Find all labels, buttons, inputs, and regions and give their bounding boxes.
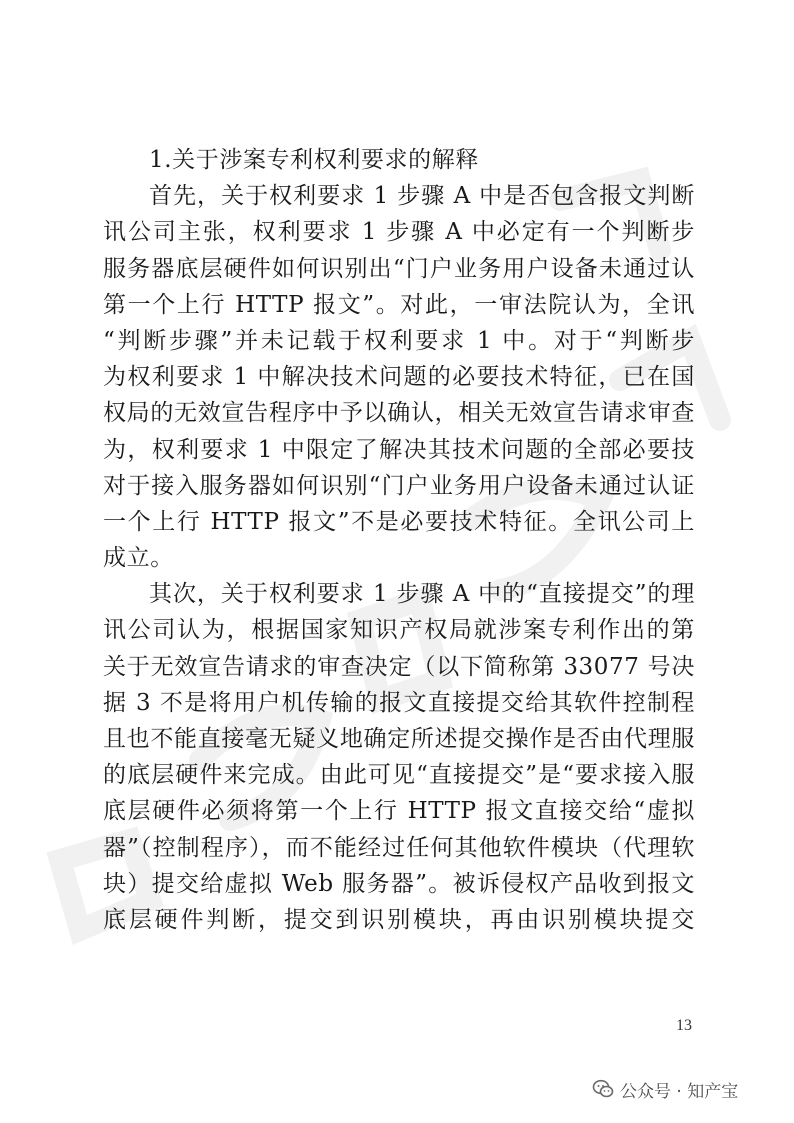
paragraph-line: 其次，关于权利要求 1 步骤 A 中的“直接提交”的理 (149, 581, 695, 608)
paragraph-line: 第一个上行 HTTP 报文”。对此，一审法院认为，全讯 (103, 291, 695, 318)
paragraph-line: 讯公司认为，根据国家知识产权局就涉案专利作出的第 (103, 617, 695, 644)
document-body (103, 142, 695, 938)
paragraph-line: 器”（控制程序），而不能经过任何其他软件模块（代理软 (103, 834, 695, 861)
section-heading: 1.关于涉案专利权利要求的解释 (149, 147, 479, 173)
paragraph-line: 据 3 不是将用户机传输的报文直接提交给其软件控制程 (103, 689, 695, 716)
paragraph-line: 为，权利要求 1 中限定了解决其技术问题的全部必要技 (103, 436, 695, 463)
paragraph-line: 的底层硬件来完成。由此可见“直接提交”是“要求接入服 (103, 762, 695, 789)
footer-brand-label: 公众号 · 知产宝 (620, 1081, 739, 1102)
paragraph-line: 为权利要求 1 中解决技术问题的必要技术特征，已在国 (103, 364, 695, 391)
footer-brand (592, 1076, 738, 1102)
paragraph-line: 服务器底层硬件如何识别出“门户业务用户设备未通过认 (103, 255, 695, 282)
paragraph-line: 对于接入服务器如何识别“门户业务用户设备未通过认证 (103, 472, 695, 499)
paragraph-line: 底层硬件判断，提交到识别模块，再由识别模块提交 (103, 906, 695, 933)
paragraph-line: “判断步骤”并未记载于权利要求 1 中。对于“判断步 (103, 327, 695, 354)
paragraph-line: 关于无效宣告请求的审查决定（以下简称第 33077 号决 (103, 653, 695, 680)
paragraph-line: 首先，关于权利要求 1 步骤 A 中是否包含报文判断 (149, 183, 695, 210)
paragraph-line: 讯公司主张，权利要求 1 步骤 A 中必定有一个判断步 (103, 219, 695, 246)
paragraph-line: 成立。 (103, 545, 174, 572)
paragraph-line: 块）提交给虚拟 Web 服务器”。被诉侵权产品收到报文 (103, 870, 695, 897)
paragraph-line: 权局的无效宣告程序中予以确认，相关无效宣告请求审查 (103, 400, 695, 427)
paragraph-line: 且也不能直接毫无疑义地确定所述提交操作是否由代理服 (103, 726, 695, 752)
paragraph-line: 一个上行 HTTP 报文”不是必要技术特征。全讯公司上 (103, 508, 695, 535)
page-number: 13 (676, 1017, 692, 1034)
paragraph-line: 底层硬件必须将第一个上行 HTTP 报文直接交给“虚拟 (103, 798, 695, 825)
wechat-official-account-icon (592, 1079, 614, 1099)
